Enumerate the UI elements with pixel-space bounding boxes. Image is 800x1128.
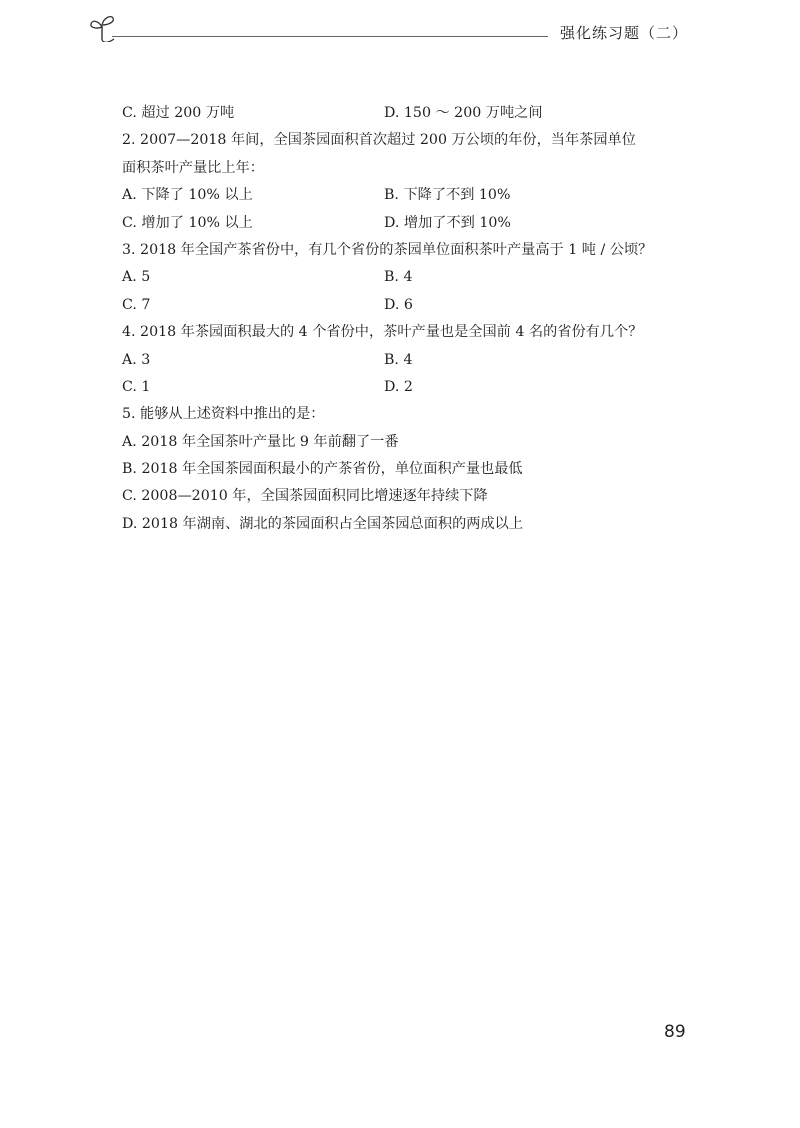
q4-option-c: C. 1 xyxy=(122,378,151,395)
header-title: 强化练习题（二） xyxy=(560,24,689,42)
q4-options-row-1 xyxy=(122,347,702,374)
q5-option-b: B. 2018 年全国茶园面积最小的产茶省份，单位面积产量也最低 xyxy=(122,461,523,478)
q4-option-a: A. 3 xyxy=(122,351,151,368)
q3-stem: 3. 2018 年全国产茶省份中，有几个省份的茶园单位面积茶叶产量高于 1 吨 / 公顷？ xyxy=(122,241,653,258)
q3-option-a: A. 5 xyxy=(122,269,151,286)
q2-option-d: D. 增加了不到 10% xyxy=(384,214,511,231)
q3-options-row-2 xyxy=(122,292,702,319)
q4-option-d: D. 2 xyxy=(384,378,413,395)
q1-option-c: C. 超过 200 万吨 xyxy=(122,105,235,121)
q1-option-d: D. 150 ～ 200 万吨之间 xyxy=(384,105,543,121)
q2-options-row-2 xyxy=(122,210,702,237)
q2-option-a: A. 下降了 10% 以上 xyxy=(122,187,253,204)
question-content xyxy=(122,100,702,538)
q2-stem-continued: 面积茶叶产量比上年： xyxy=(122,159,264,176)
q2-option-c: C. 增加了 10% 以上 xyxy=(122,214,253,231)
q2-stem: 2. 2007—2018 年间，全国茶园面积首次超过 200 万公顷的年份，当年茶园单位 xyxy=(122,132,636,149)
q4-options-row-2 xyxy=(122,374,702,401)
q3-option-c: C. 7 xyxy=(122,296,151,313)
q5-option-a: A. 2018 年全国茶叶产量比 9 年前翻了一番 xyxy=(122,433,399,450)
sprout-icon xyxy=(88,12,116,42)
header-rule xyxy=(112,36,548,37)
q2-options-row-1 xyxy=(122,182,702,209)
page-header xyxy=(0,0,800,60)
q3-option-d: D. 6 xyxy=(384,296,413,313)
q5-option-d: D. 2018 年湖南、湖北的茶园面积占全国茶园总面积的两成以上 xyxy=(122,515,524,532)
q2-option-b: B. 下降了不到 10% xyxy=(384,187,511,204)
q4-option-b: B. 4 xyxy=(384,351,413,368)
page-number: 89 xyxy=(664,1022,686,1042)
q5-option-c: C. 2008—2010 年，全国茶园面积同比增速逐年持续下降 xyxy=(122,488,488,505)
q3-option-b: B. 4 xyxy=(384,269,413,286)
q4-stem: 4. 2018 年茶园面积最大的 4 个省份中，茶叶产量也是全国前 4 名的省份有几个？ xyxy=(122,324,643,341)
q3-options-row-1 xyxy=(122,264,702,291)
q1-options-row xyxy=(122,100,702,127)
q5-stem: 5. 能够从上述资料中推出的是： xyxy=(122,406,325,423)
